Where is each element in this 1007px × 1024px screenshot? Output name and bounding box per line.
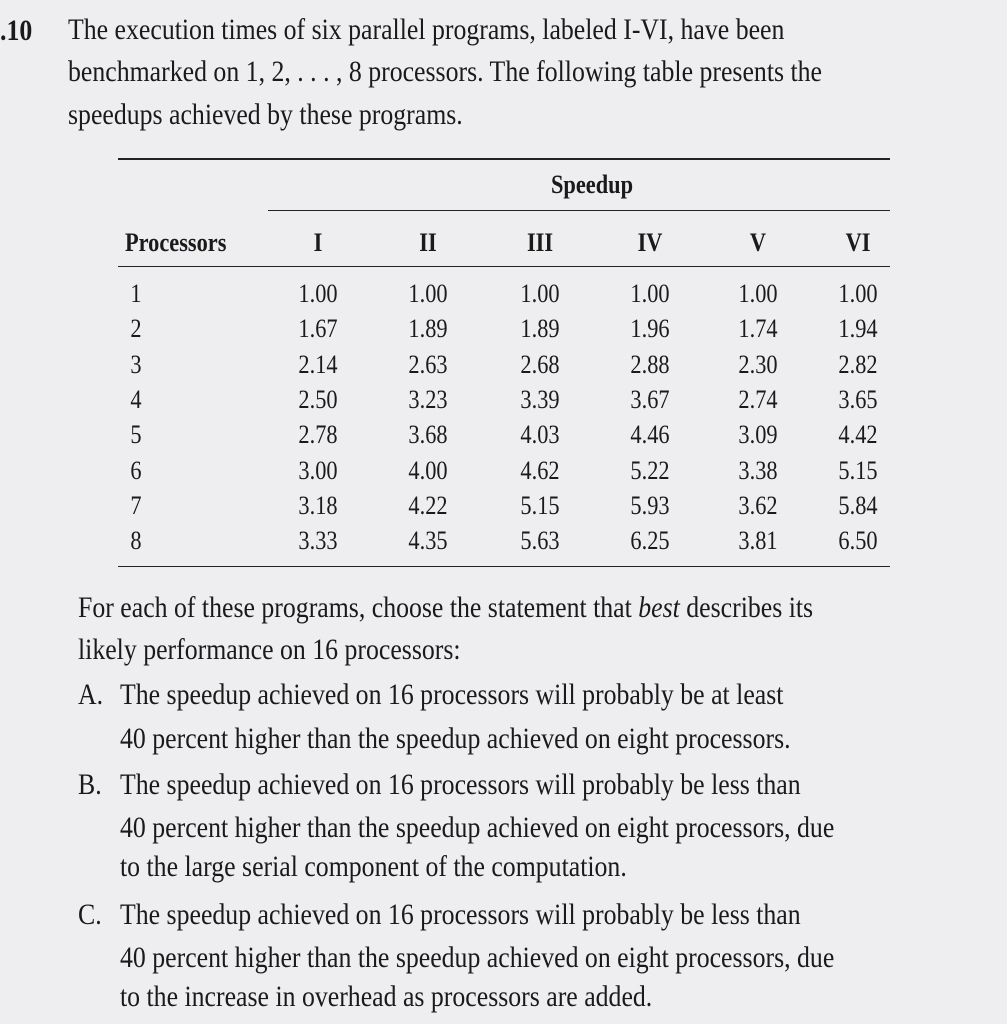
column-header: III bbox=[526, 228, 554, 257]
speedup-cell: 2.68 bbox=[520, 349, 560, 379]
speedup-cell: 1.74 bbox=[738, 314, 778, 344]
speedup-cell: 1.67 bbox=[298, 314, 338, 344]
speedup-cell: 5.63 bbox=[520, 526, 560, 556]
speedup-cell: 3.38 bbox=[738, 455, 778, 485]
intro-line: speedups achieved by these programs. bbox=[68, 98, 463, 131]
processor-count: 1 bbox=[130, 279, 142, 308]
speedup-cell: 4.22 bbox=[408, 490, 448, 520]
column-header: IV bbox=[637, 228, 663, 257]
speedup-cell: 5.15 bbox=[838, 455, 878, 485]
speedup-cell: 4.46 bbox=[630, 420, 670, 450]
speedup-cell: 1.00 bbox=[738, 279, 778, 308]
option-text: to the increase in overhead as processors are added. bbox=[120, 980, 653, 1013]
column-header: I bbox=[313, 228, 323, 257]
processor-count: 5 bbox=[130, 420, 142, 450]
option-text: The speedup achieved on 16 processors will probably be at least bbox=[120, 678, 784, 711]
group-header: Speedup bbox=[550, 170, 634, 199]
processor-count: 2 bbox=[130, 314, 142, 344]
speedup-cell: 1.00 bbox=[630, 279, 670, 308]
speedup-cell: 3.68 bbox=[408, 420, 448, 450]
speedup-cell: 1.94 bbox=[838, 314, 878, 344]
intro-line: The execution times of six parallel programs, labeled I-VI, have been bbox=[68, 13, 785, 46]
option-letter: A. bbox=[78, 678, 104, 711]
column-header: V bbox=[749, 228, 767, 257]
speedup-cell: 3.18 bbox=[298, 490, 338, 520]
question-line: For each of these programs, choose the statement that best describes its bbox=[78, 591, 814, 624]
speedup-cell: 3.33 bbox=[298, 526, 338, 556]
processor-count: 7 bbox=[130, 490, 142, 520]
speedup-cell: 1.00 bbox=[520, 279, 560, 308]
speedup-cell: 2.63 bbox=[408, 349, 448, 379]
option-text: 40 percent higher than the speedup achieved on eight processors, due bbox=[120, 941, 835, 974]
speedup-cell: 2.82 bbox=[838, 349, 878, 379]
option-letter: C. bbox=[78, 898, 102, 931]
speedup-cell: 2.78 bbox=[298, 420, 338, 450]
row-header: Processors bbox=[125, 228, 227, 257]
intro-line: benchmarked on 1, 2, . . . , 8 processors. The following table presents the bbox=[68, 55, 823, 88]
speedup-cell: 5.22 bbox=[630, 455, 670, 485]
speedup-cell: 5.84 bbox=[838, 490, 878, 520]
group-rule bbox=[268, 210, 890, 211]
speedup-cell: 2.30 bbox=[738, 349, 778, 379]
speedup-cell: 4.42 bbox=[838, 420, 878, 450]
speedup-cell: 1.00 bbox=[838, 279, 878, 308]
processor-count: 4 bbox=[130, 384, 142, 414]
speedup-cell: 3.67 bbox=[630, 384, 670, 414]
question-line: likely performance on 16 processors: bbox=[78, 633, 461, 666]
speedup-cell: 5.15 bbox=[520, 490, 560, 520]
processor-count: 6 bbox=[130, 455, 142, 485]
speedup-cell: 5.93 bbox=[630, 490, 670, 520]
option-text: to the large serial component of the computation. bbox=[120, 850, 627, 883]
speedup-cell: 3.62 bbox=[738, 490, 778, 520]
speedup-cell: 1.00 bbox=[298, 279, 338, 308]
speedup-cell: 1.89 bbox=[520, 314, 560, 344]
speedup-cell: 6.25 bbox=[630, 526, 670, 556]
speedup-cell: 1.89 bbox=[408, 314, 448, 344]
column-header: II bbox=[419, 228, 437, 257]
table-bottom-rule bbox=[118, 566, 890, 567]
speedup-cell: 6.50 bbox=[838, 526, 878, 556]
speedup-cell: 3.09 bbox=[738, 420, 778, 450]
speedup-cell: 2.14 bbox=[298, 349, 338, 379]
speedup-cell: 2.50 bbox=[298, 384, 338, 414]
speedup-cell: 4.00 bbox=[408, 455, 448, 485]
header-rule bbox=[118, 266, 890, 267]
table-top-rule bbox=[118, 158, 890, 160]
option-text: The speedup achieved on 16 processors will probably be less than bbox=[120, 898, 801, 931]
speedup-cell: 4.03 bbox=[520, 420, 560, 450]
problem-number: .10 bbox=[0, 14, 33, 47]
speedup-cell: 2.88 bbox=[630, 349, 670, 379]
speedup-cell: 3.81 bbox=[738, 526, 778, 556]
speedup-cell: 1.96 bbox=[630, 314, 670, 344]
speedup-cell: 3.00 bbox=[298, 455, 338, 485]
speedup-cell: 1.00 bbox=[408, 279, 448, 308]
speedup-cell: 3.65 bbox=[838, 384, 878, 414]
option-text: 40 percent higher than the speedup achieved on eight processors, due bbox=[120, 811, 835, 844]
option-text: The speedup achieved on 16 processors will probably be less than bbox=[120, 768, 801, 801]
column-header: VI bbox=[845, 228, 871, 257]
processor-count: 3 bbox=[130, 349, 142, 379]
speedup-cell: 4.62 bbox=[520, 455, 560, 485]
speedup-cell: 4.35 bbox=[408, 526, 448, 556]
speedup-cell: 3.23 bbox=[408, 384, 448, 414]
processor-count: 8 bbox=[130, 526, 142, 556]
option-text: 40 percent higher than the speedup achieved on eight processors. bbox=[120, 722, 791, 755]
speedup-cell: 3.39 bbox=[520, 384, 560, 414]
option-letter: B. bbox=[78, 768, 102, 801]
speedup-cell: 2.74 bbox=[738, 384, 778, 414]
